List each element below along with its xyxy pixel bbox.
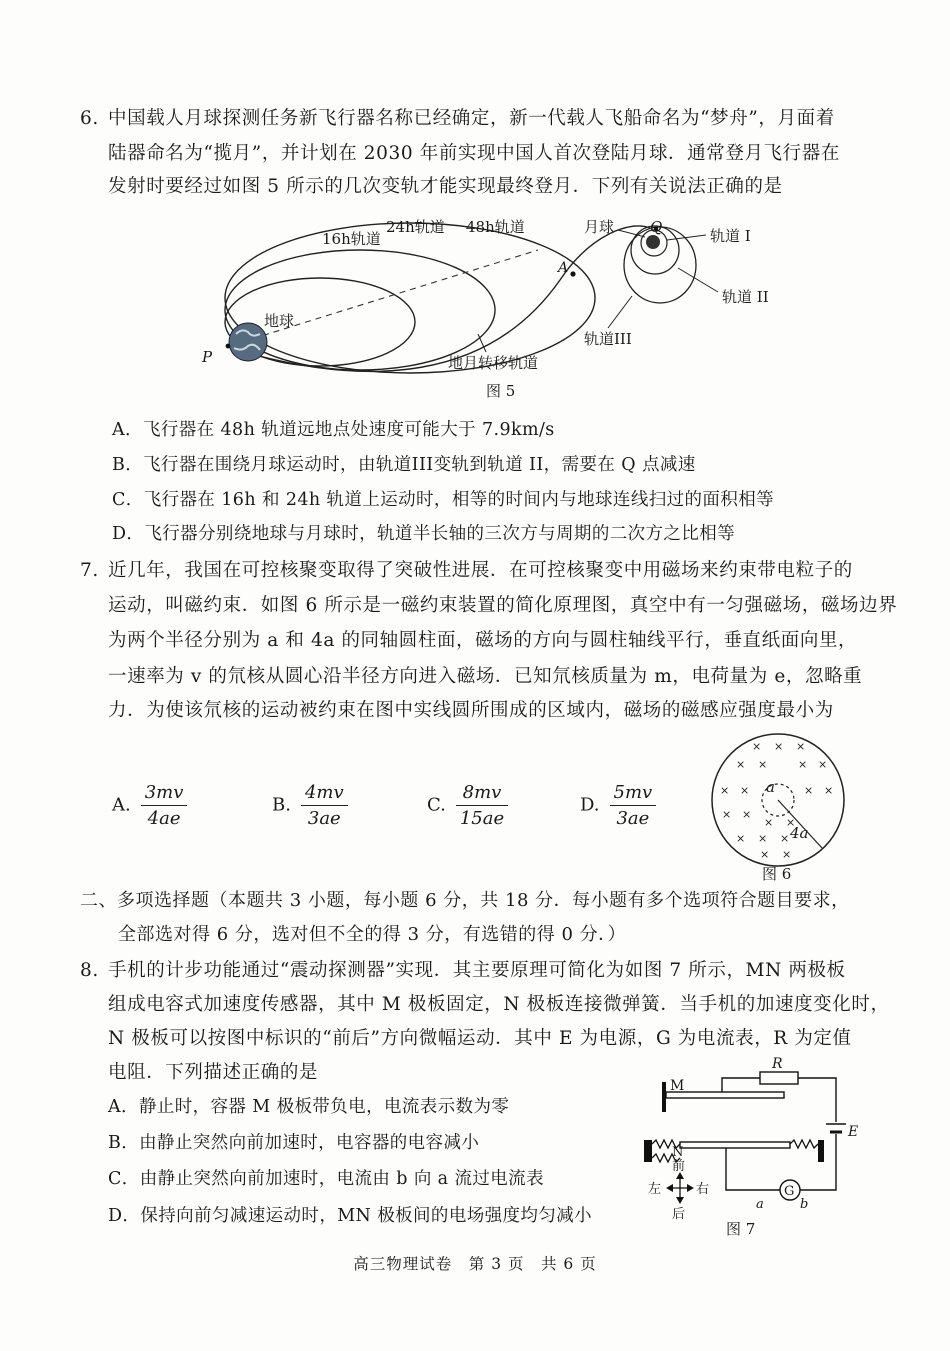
earth-icon — [229, 323, 267, 361]
svg-text:×: × — [736, 832, 746, 845]
left-wall — [644, 1140, 652, 1162]
direction-compass-icon — [666, 1172, 694, 1204]
svg-text:×: × — [780, 832, 790, 845]
svg-text:×: × — [742, 808, 752, 821]
moon-icon — [646, 235, 660, 249]
q8-line-4: 电阻．下列描述正确的是 — [108, 1062, 319, 1083]
svg-text:×: × — [786, 816, 796, 829]
label-left: 左 — [648, 1182, 662, 1197]
wire-r-e — [798, 1078, 836, 1122]
label-track-3: 轨道III — [584, 330, 632, 348]
label-24h: 24h轨道 — [386, 218, 445, 236]
label-E: E — [848, 1124, 859, 1140]
q6-line-1: 6. 中国载人月球探测任务新飞行器名称已经确定，新一代载人飞船命名为“梦舟”，月面着 — [80, 106, 835, 132]
field-marks — [720, 740, 833, 861]
q6-line-2: 陆器命名为“揽月”，并计划在 2030 年前实现中国人首次登陆月球．通常登月飞行器在 — [108, 143, 840, 164]
wire-m-r — [722, 1078, 760, 1092]
q7-line-5: 力．为使该氘核的运动被约束在图中实线圆所围成的区域内，磁场的磁感应强度最小为 — [108, 700, 834, 721]
label-track-2: 轨道 II — [722, 288, 769, 306]
q8-line-2: 组成电容式加速度传感器，其中 M 极板固定，N 极板连接微弹簧．当手机的加速度变化时， — [108, 994, 890, 1015]
label-G: G — [784, 1184, 795, 1199]
svg-text:×: × — [764, 816, 774, 829]
label-N: N — [672, 1145, 684, 1160]
svg-text:×: × — [758, 758, 768, 771]
svg-text:×: × — [804, 784, 814, 797]
label-16h: 16h轨道 — [322, 230, 381, 248]
leader-track-3 — [608, 296, 632, 328]
q7-line-2: 运动，叫磁约束．如图 6 所示是一磁约束装置的简化原理图，真空中有一匀强磁场，磁场边界 — [108, 595, 898, 616]
resistor-R — [760, 1072, 798, 1084]
section-2-heading-line-1: 二、多项选择题（本题共 3 小题，每小题 6 分，共 18 分．每小题有多个选项符合题目要求， — [80, 890, 850, 911]
section-2-heading-line-2: 全部选对得 6 分，选对但不全的得 3 分，有选错的得 0 分．） — [118, 924, 627, 945]
q6-line-3: 发射时要经过如图 5 所示的几次变轨才能实现最终登月．下列有关说法正确的是 — [108, 176, 783, 197]
label-right: 右 — [696, 1182, 710, 1197]
n-plate — [680, 1142, 790, 1148]
label-a: a — [766, 778, 775, 796]
label-track-1: 轨道 I — [710, 227, 751, 245]
q7-line-4: 一速率为 v 的氘核从圆心沿半径方向进入磁场．已知氘核质量为 m，电荷量为 e，忽略重 — [108, 666, 863, 687]
label-moon: 月球 — [584, 218, 615, 236]
svg-text:×: × — [722, 808, 732, 821]
label-M: M — [670, 1078, 685, 1094]
svg-text:×: × — [782, 848, 792, 861]
svg-text:×: × — [760, 848, 770, 861]
earth-moon-transfer-orbit — [230, 226, 650, 371]
svg-text:×: × — [774, 740, 784, 753]
label-P: P — [202, 348, 213, 366]
label-back: 后 — [672, 1207, 686, 1222]
figure-5-orbits — [190, 210, 790, 410]
svg-text:×: × — [740, 784, 750, 797]
svg-text:×: × — [818, 758, 828, 771]
figure-6-magnetic-confinement — [700, 730, 860, 885]
svg-text:×: × — [796, 740, 806, 753]
q7-option-c[interactable]: C. $\frac{8mv}{15ae}$ — [427, 782, 508, 829]
q8-number: 8. — [80, 960, 99, 981]
figure-7-caption: 图 7 — [726, 1220, 756, 1238]
page-footer: 高三物理试卷 第 3 页 共 6 页 — [353, 1255, 597, 1273]
label-R: R — [772, 1056, 783, 1072]
q7-line-1: 7. 近几年，我国在可控核聚变取得了突破性进展．在可控核聚变中用磁场来约束带电粒子的 — [80, 558, 853, 584]
q8-option-a[interactable]: A．静止时，容器 M 极板带负电，电流表示数为零 — [108, 1097, 510, 1117]
label-a-terminal: a — [756, 1197, 764, 1212]
q7-option-a[interactable]: A. $\frac{3mv}{4ae}$ — [112, 782, 187, 829]
svg-text:×: × — [798, 758, 808, 771]
q8-option-b[interactable]: B．由静止突然向前加速时，电容器的电容减小 — [108, 1133, 480, 1153]
right-spring — [790, 1140, 818, 1148]
label-A: A — [558, 260, 569, 276]
label-48h: 48h轨道 — [466, 218, 525, 236]
orbit-III — [624, 227, 696, 303]
point-A — [570, 271, 575, 276]
point-P — [226, 344, 231, 349]
figure-5-caption: 图 5 — [486, 382, 516, 400]
q8-option-c[interactable]: C．由静止突然向前加速时，电流由 b 向 a 流过电流表 — [108, 1169, 544, 1189]
label-front: 前 — [672, 1159, 686, 1174]
orbit-24h — [225, 250, 495, 370]
q8-line-1: 8. 手机的计步功能通过“震动探测器”实现．其主要原理可简化为如图 7 所示，MN 两极板 — [80, 958, 846, 984]
wire-g-n — [726, 1148, 780, 1190]
orbit-48h — [225, 223, 595, 373]
q6-number: 6. — [80, 108, 99, 129]
svg-text:×: × — [824, 784, 834, 797]
q7-option-b[interactable]: B. $\frac{4mv}{3ae}$ — [272, 782, 348, 829]
right-wall — [818, 1140, 824, 1162]
label-earth: 地球 — [264, 312, 295, 330]
label-transfer-orbit: 地月转移轨道 — [448, 354, 539, 372]
q7-line-3: 为两个半径分别为 a 和 4a 的同轴圆柱面，磁场的方向与圆柱轴线平行，垂直纸面向里， — [108, 630, 858, 651]
figure-6-caption: 图 6 — [762, 865, 792, 883]
q6-option-c[interactable]: C．飞行器在 16h 和 24h 轨道上运动时，相等的时间内与地球连线扫过的面积相等 — [112, 490, 775, 510]
q6-option-b[interactable]: B．飞行器在围绕月球运动时，由轨道III变轨到轨道 II，需要在 Q 点减速 — [112, 455, 696, 475]
svg-text:×: × — [752, 740, 762, 753]
label-b-terminal: b — [800, 1197, 809, 1212]
svg-text:×: × — [736, 758, 746, 771]
label-Q: Q — [650, 218, 663, 236]
svg-text:×: × — [758, 832, 768, 845]
q8-line-3: N 极板可以按图中标识的“前后”方向微幅运动．其中 E 为电源，G 为电流表，R 为定值 — [108, 1028, 852, 1049]
svg-text:×: × — [720, 784, 730, 797]
figure-7-circuit — [630, 1052, 870, 1242]
q7-number: 7. — [80, 560, 99, 581]
q8-option-d[interactable]: D．保持向前匀减速运动时，MN 极板间的电场强度均匀减小 — [108, 1206, 593, 1226]
q7-option-d[interactable]: D. $\frac{5mv}{3ae}$ — [580, 782, 656, 829]
leader-track-2 — [678, 268, 718, 292]
label-4a: 4a — [790, 824, 809, 842]
q6-option-a[interactable]: A．飞行器在 48h 轨道远地点处速度可能大于 7.9km/s — [112, 420, 555, 440]
q6-option-d[interactable]: D．飞行器分别绕地球与月球时，轨道半长轴的三次方与周期的二次方之比相等 — [112, 524, 736, 544]
